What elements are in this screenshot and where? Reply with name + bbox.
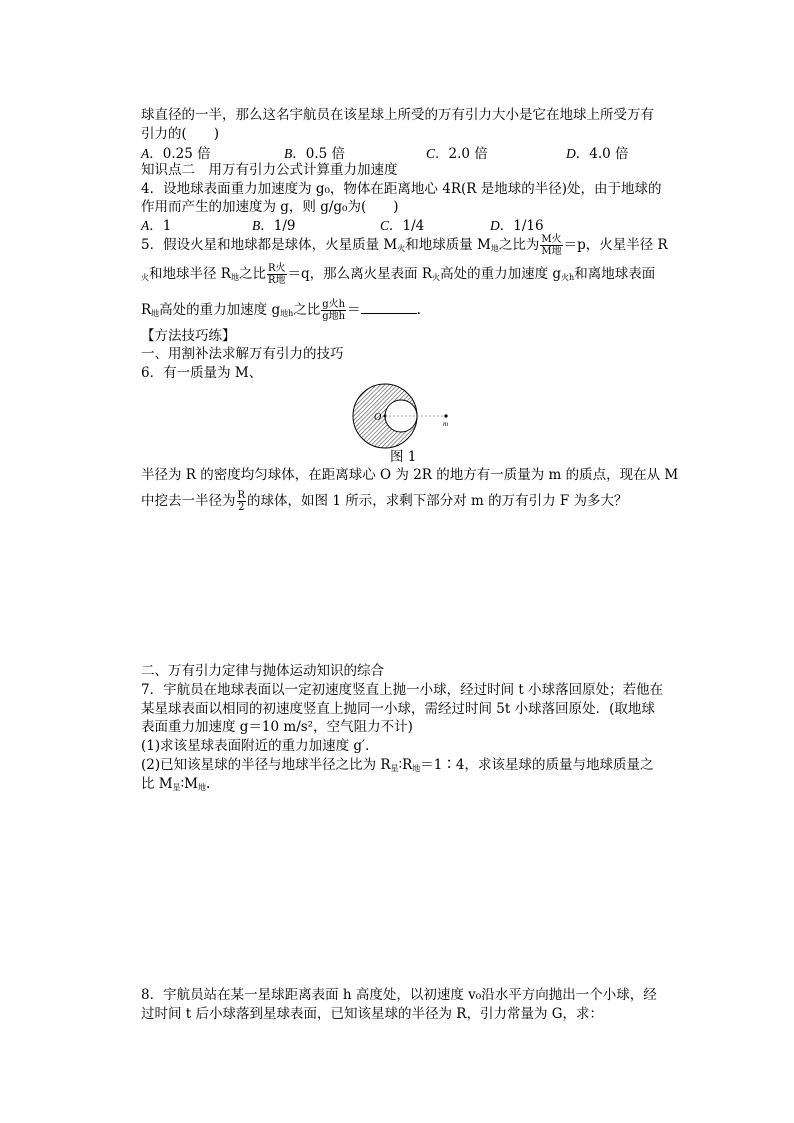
q3-option-d[interactable]: D．4.0 倍 <box>566 146 629 162</box>
fraction-gravity-ratio: $\frac{\text{g火h}}{\text{g地h}}$ <box>322 299 346 322</box>
q3-line2: 引力的( ) <box>141 126 220 142</box>
q8-line1: 8．宇航员站在某一星球距离表面 h 高度处，以初速度 v₀沿水平方向抛出一个小球，经 <box>141 987 657 1003</box>
q7-line3: 表面重力加速度 g＝10 m/s²，空气阻力不计) <box>141 719 413 735</box>
label-o: O <box>374 412 382 423</box>
q6-line3: 中挖去一半径为 $\frac{R}{2}$ 的球体，如图 1 所示，求剩下部分对 m 的万有引力 F 为多大？ <box>141 490 628 513</box>
fraction-radius-ratio: $\frac{\text{R火}}{\text{R地}}$ <box>267 263 286 286</box>
q5-line3: $R_地$高处的重力加速度 $g_{地h}$之比 $\frac{\text{g火h}}{\text{g地h}}$ ＝ . <box>141 299 421 322</box>
q3-option-a[interactable]: A．0.25 倍 <box>141 146 211 162</box>
q7-line5: (2)已知该星球的半径与地球半径之比为 $R_星∶R_地=1∶4$，求该星球的质量与地球质量之 <box>141 757 654 773</box>
q8-line2: 过时间 t 后小球落到星球表面，已知该星球的半径为 R，引力常量为 G，求： <box>141 1006 604 1022</box>
q7-line6: 比 $M_星∶M_地$. <box>141 776 211 792</box>
q4-line1: 4．设地球表面重力加速度为 g₀，物体在距离地心 4R(R 是地球的半径)处，由于地球的 <box>141 181 662 197</box>
q5-line1: 5．假设火星和地球都是球体，火星质量 $M_火$和地球质量 $M_地$之比为 $\frac{\text{M火}}{\text{M地}}$ ＝p，火星半径 R <box>141 234 668 257</box>
fraction-half-radius: $\frac{R}{2}$ <box>237 490 246 513</box>
q3-line1: 球直径的一半，那么这名宇航员在该星球上所受的万有引力大小是它在地球上所受万有 <box>141 107 654 123</box>
figure-sphere-cavity <box>350 381 460 451</box>
section-heading-combination: 二、万有引力定律与抛体运动知识的综合 <box>141 663 384 679</box>
q3-option-c[interactable]: C．2.0 倍 <box>426 146 488 162</box>
section-heading-cut-fill: 一、用割补法求解万有引力的技巧 <box>141 346 344 362</box>
fraction-mass-ratio: $\frac{\text{M火}}{\text{M地}}$ <box>541 234 562 257</box>
mass-point <box>444 414 447 417</box>
q7-line2: 某星球表面以相同的初速度竖直上抛同一小球，需经过时间 5t 小球落回原处．(取地球 <box>141 701 655 717</box>
q6-line1: 6．有一质量为 M、 <box>141 365 263 381</box>
q4-option-b[interactable]: B．1/9 <box>252 218 296 234</box>
q3-option-b[interactable]: B．0.5 倍 <box>284 146 346 162</box>
q5-line2: $_火$和地球半径 $R_地$之比 $\frac{\text{R火}}{\text{R地}}$ ＝q，那么离火星表面 $R_火$高处的重力加速度 $g_{火h}$和离地球表面 <box>141 263 656 286</box>
q7-line4: (1)求该星球表面附近的重力加速度 g′． <box>141 738 379 754</box>
q4-line2: 作用而产生的加速度为 g，则 g/g₀为( ) <box>141 199 399 215</box>
q7-line1: 7．宇航员在地球表面以一定初速度竖直上抛一小球，经过时间 t 小球落回原处；若他在 <box>141 682 664 698</box>
answer-blank[interactable] <box>361 301 417 314</box>
q4-option-a[interactable]: A．1 <box>141 218 172 234</box>
q4-option-c[interactable]: C．1/4 <box>380 218 425 234</box>
q6-line2: 半径为 R 的密度均匀球体，在距离球心 O 为 2R 的地方有一质量为 m 的质点，现在从 M <box>141 467 679 483</box>
section-heading-2: 知识点二 用万有引力公式计算重力加速度 <box>141 162 398 178</box>
figure-caption: 图 1 <box>390 449 417 465</box>
method-title: 【方法技巧练】 <box>141 328 236 344</box>
label-m: m <box>443 420 449 428</box>
q4-option-d[interactable]: D．1/16 <box>490 218 544 234</box>
